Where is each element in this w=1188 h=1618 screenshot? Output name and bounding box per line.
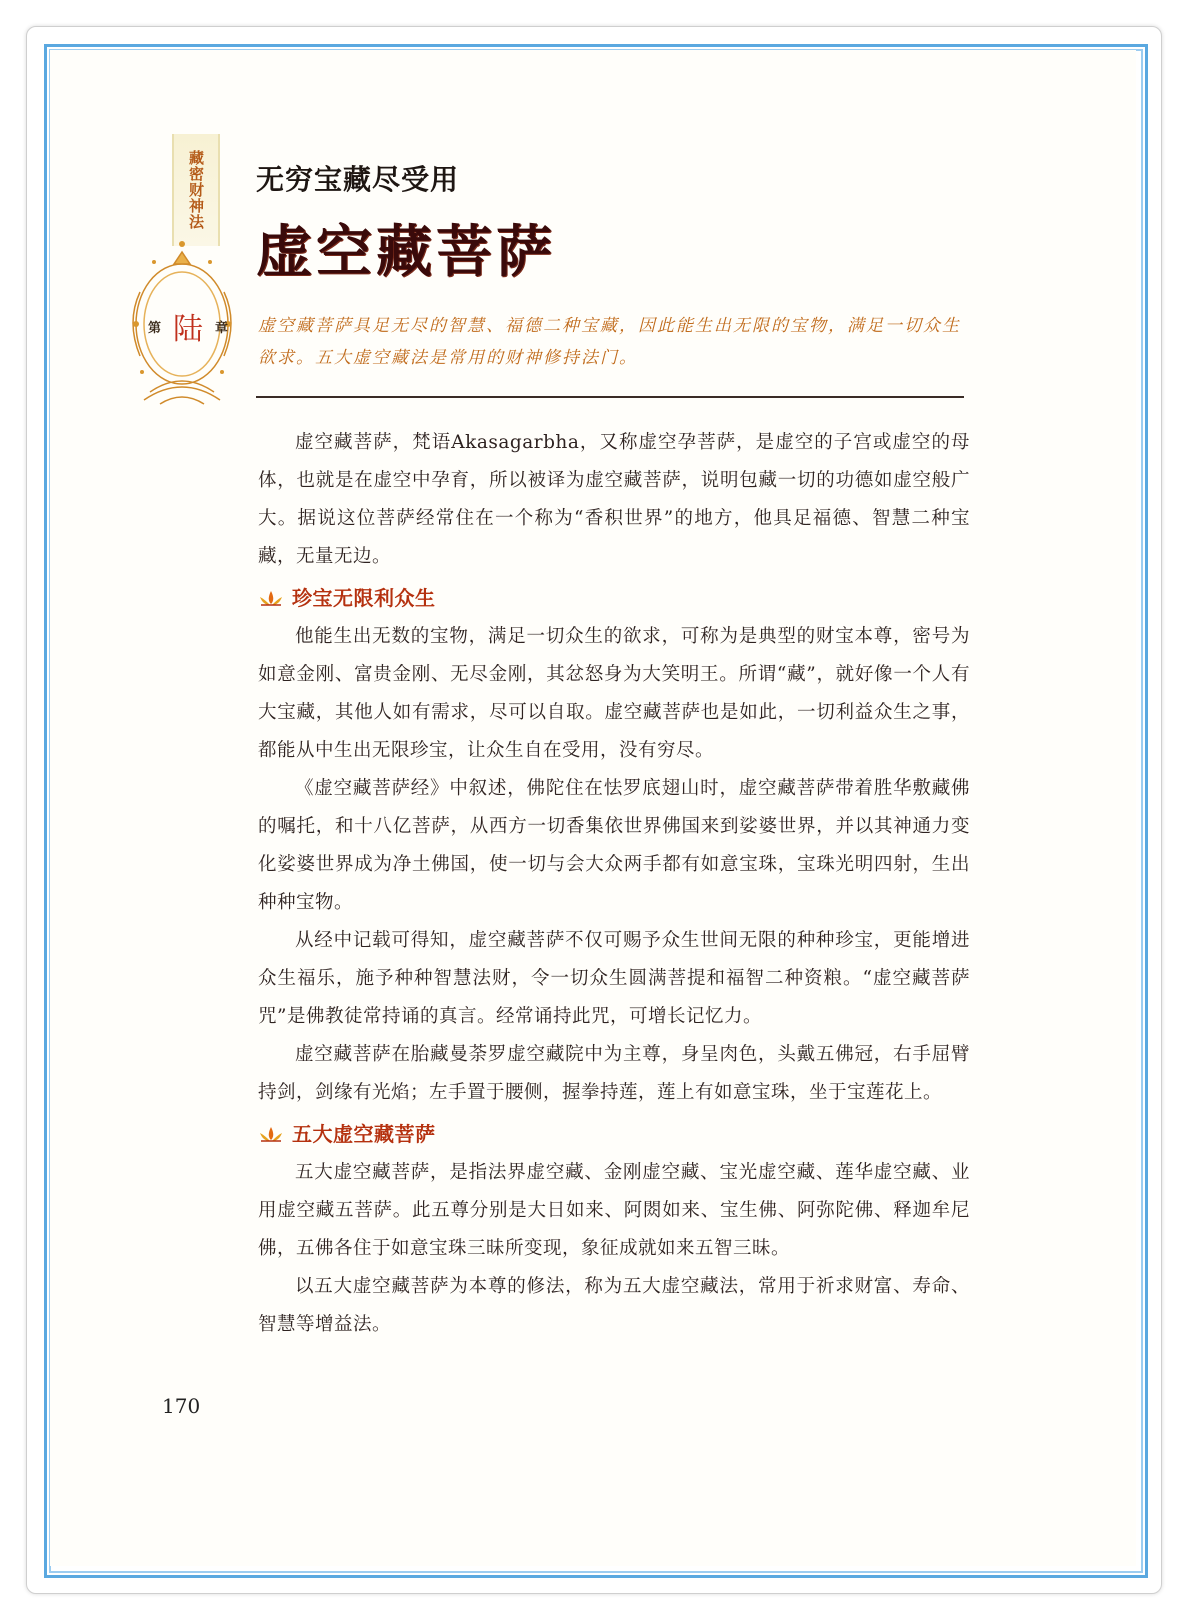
chapter-prefix: 第 [148, 320, 162, 336]
paragraph: 他能生出无数的宝物，满足一切众生的欲求，可称为是典型的财宝本尊，密号为如意金刚、富贵金刚、无尽金刚，其忿怒身为大笑明王。所谓“藏”，就好像一个人有大宝藏，其他人如有需求，尽可以自取。虚空藏菩萨也是如此，一切利益众生之事，都能从中生出无限珍宝，让众生自在受用，没有穷尽。 [258, 626, 970, 761]
section-heading [258, 1114, 970, 1154]
chapter-label [148, 306, 228, 346]
chapter-intro: 虚空藏菩萨具足无尽的智慧、福德二种宝藏，因此能生出无限的宝物，满足一切众生欲求。五大虚空藏法是常用的财神修持法门。 [258, 316, 961, 368]
article-body [258, 424, 970, 1344]
series-tab: 藏密财神法 [172, 134, 220, 246]
lotus-icon [258, 1125, 284, 1143]
title-divider [256, 396, 964, 398]
paragraph: 虚空藏菩萨在胎藏曼荼罗虚空藏院中为主尊，身呈肉色，头戴五佛冠，右手屈臂持剑，剑缘有光焰；左手置于腰侧，握拳持莲，莲上有如意宝珠，坐于宝莲花上。 [258, 1044, 970, 1103]
paragraph: 从经中记载可得知，虚空藏菩萨不仅可赐予众生世间无限的种种珍宝，更能增进众生福乐，施予种种智慧法财，令一切众生圆满菩提和福智二种资粮。“虚空藏菩萨咒”是佛教徒常持诵的真言。经常诵持此咒，可增长记忆力。 [258, 930, 970, 1027]
page-number: 170 [162, 1394, 201, 1418]
paragraph: 《虚空藏菩萨经》中叙述，佛陀住在怯罗底翅山时，虚空藏菩萨带着胜华敷藏佛的嘱托，和十八亿菩萨，从西方一切香集依世界佛国来到娑婆世界，并以其神通力变化娑婆世界成为净土佛国，使一切与会大众两手都有如意宝珠，宝珠光明四射，生出种种宝物。 [258, 778, 970, 913]
paragraph: 虚空藏菩萨，梵语Akasagarbha，又称虚空孕菩萨，是虚空的子宫或虚空的母体，也就是在虚空中孕育，所以被译为虚空藏菩萨，说明包藏一切的功德如虚空般广大。据说这位菩萨经常住在一个称为“香积世界”的地方，他具足福德、智慧二种宝藏，无量无边。 [258, 432, 970, 567]
chapter-number: 陆 [173, 312, 203, 347]
section-heading-label: 珍宝无限利众生 [292, 586, 436, 610]
chapter-suffix: 章 [214, 320, 228, 336]
lotus-icon [258, 589, 284, 607]
page-subtitle: 无穷宝藏尽受用 [256, 163, 460, 196]
section-heading-label: 五大虚空藏菩萨 [292, 1122, 436, 1146]
page-title: 虚空藏菩萨 [256, 219, 556, 285]
section-heading [258, 578, 970, 618]
paragraph: 五大虚空藏菩萨，是指法界虚空藏、金刚虚空藏、宝光虚空藏、莲华虚空藏、业用虚空藏五菩萨。此五尊分别是大日如来、阿閦如来、宝生佛、阿弥陀佛、释迦牟尼佛，五佛各住于如意宝珠三昧所变现，象征成就如来五智三昧。 [258, 1162, 970, 1259]
paragraph: 以五大虚空藏菩萨为本尊的修法，称为五大虚空藏法，常用于祈求财富、寿命、智慧等增益法。 [258, 1276, 970, 1335]
